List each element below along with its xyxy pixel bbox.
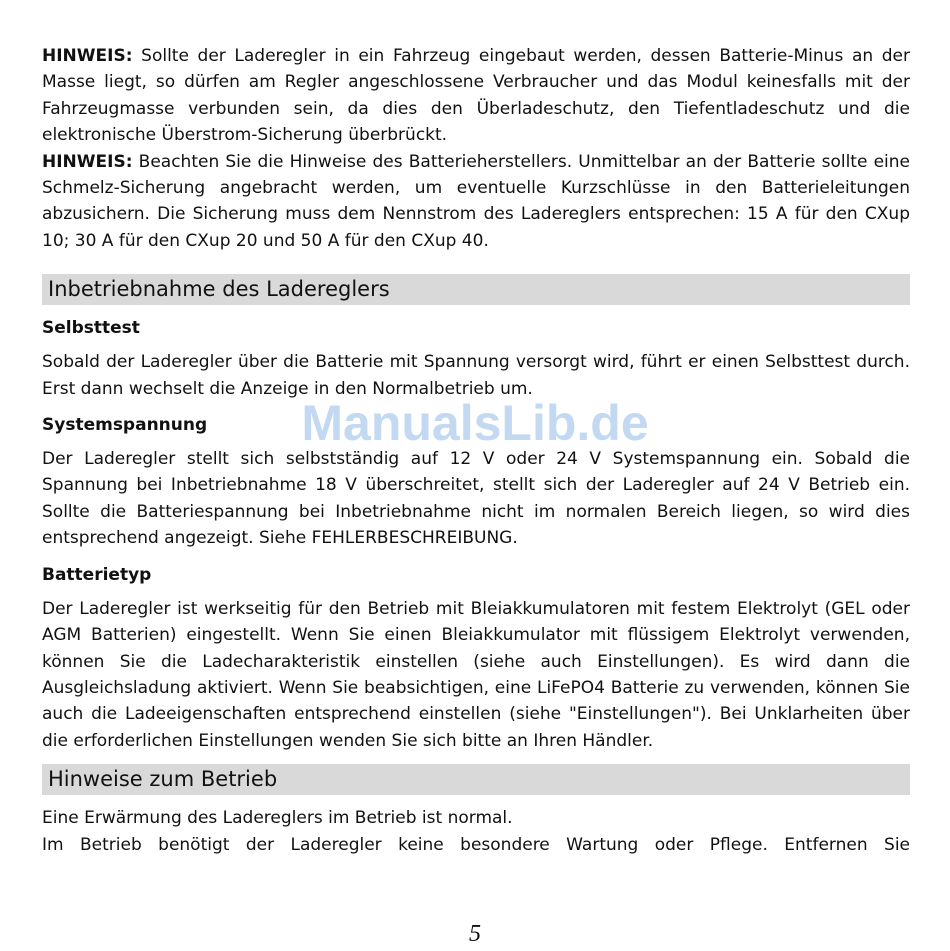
notice-paragraph-1	[42, 43, 910, 149]
paragraph-system-voltage: Der Laderegler stellt sich selbstständig auf 12 V oder 24 V Systemspannung ein. Sobald die Spannung bei Inbetriebnahme 18 V überschreitet, stellt sich der Laderegler auf 24 V Betrieb ein. Sollte die Batteriespannung bei Inbetriebnahme nicht im normalen Bereich liegen, so wird dies entsprechend angezeigt. Siehe FEHLERBESCHREIBUNG.	[42, 449, 910, 549]
notice-text: Sollte der Laderegler in ein Fahrzeug eingebaut werden, dessen Batterie-Minus an der Masse liegt, so dürfen am Regler angeschlossene Verbraucher und das Modul keinesfalls mit der Fahrzeugmasse verbunden sein, da dies den Überladeschutz, den Tiefentladeschutz und die elektronische Überstrom-Sicherung überbrückt.	[42, 46, 911, 146]
page-number: 5	[469, 921, 481, 947]
section-heading-operation: Hinweise zum Betrieb	[42, 764, 910, 795]
notice-label: HINWEIS:	[42, 46, 133, 66]
notice-text: Beachten Sie die Hinweise des Batterieherstellers. Unmittelbar an der Batterie sollte eine Schmelz-Sicherung angebracht werden, um eventuelle Kurzschlüsse in den Batterieleitungen abzusichern. Die Sicherung muss dem Nennstrom des Ladereglers entsprechen: 15 A für den CXup 10; 30 A für den CXup 20 und 50 A für den CXup 40.	[42, 151, 910, 251]
notice-paragraph-2	[42, 149, 910, 255]
notice-label: HINWEIS:	[42, 151, 133, 172]
paragraph-operation-1: Eine Erwärmung des Ladereglers im Betrieb ist normal.	[42, 808, 513, 829]
paragraph-battery-type: Der Laderegler ist werkseitig für den Betrieb mit Bleiakkumulatoren mit festem Elektrolyt (GEL oder AGM Batterien) eingestellt. Wenn Sie einen Bleiakkumulator mit flüssigem Elektrolyt verwenden, können Sie die Ladecharakteristik einstellen (siehe auch Einstellungen). Es wird dann die Ausgleichsladung aktiviert. Wenn Sie beabsichtigen, eine LiFePO4 Batterie zu verwenden, können Sie auch die Ladeeigenschaften entsprechend einstellen (siehe "Einstellungen"). Bei Unklarheiten über die erforderlichen Einstellungen wenden Sie sich bitte an Ihren Händler.	[42, 598, 910, 751]
subheading-selftest: Selbsttest	[42, 318, 140, 339]
subheading-system-voltage: Systemspannung	[42, 415, 208, 436]
section-heading-startup: Inbetriebnahme des Ladereglers	[42, 274, 910, 305]
document-page	[42, 43, 910, 858]
watermark: ManualsLib.de	[301, 395, 649, 451]
subheading-battery-type: Batterietyp	[42, 564, 152, 585]
paragraph-operation-2: Im Betrieb benötigt der Laderegler keine besondere Wartung oder Pflege. Entfernen Sie	[42, 834, 910, 855]
paragraph-selftest: Sobald der Laderegler über die Batterie mit Spannung versorgt wird, führt er einen Selbsttest durch. Erst dann wechselt die Anzeige in den Normalbetrieb um.	[42, 352, 910, 399]
